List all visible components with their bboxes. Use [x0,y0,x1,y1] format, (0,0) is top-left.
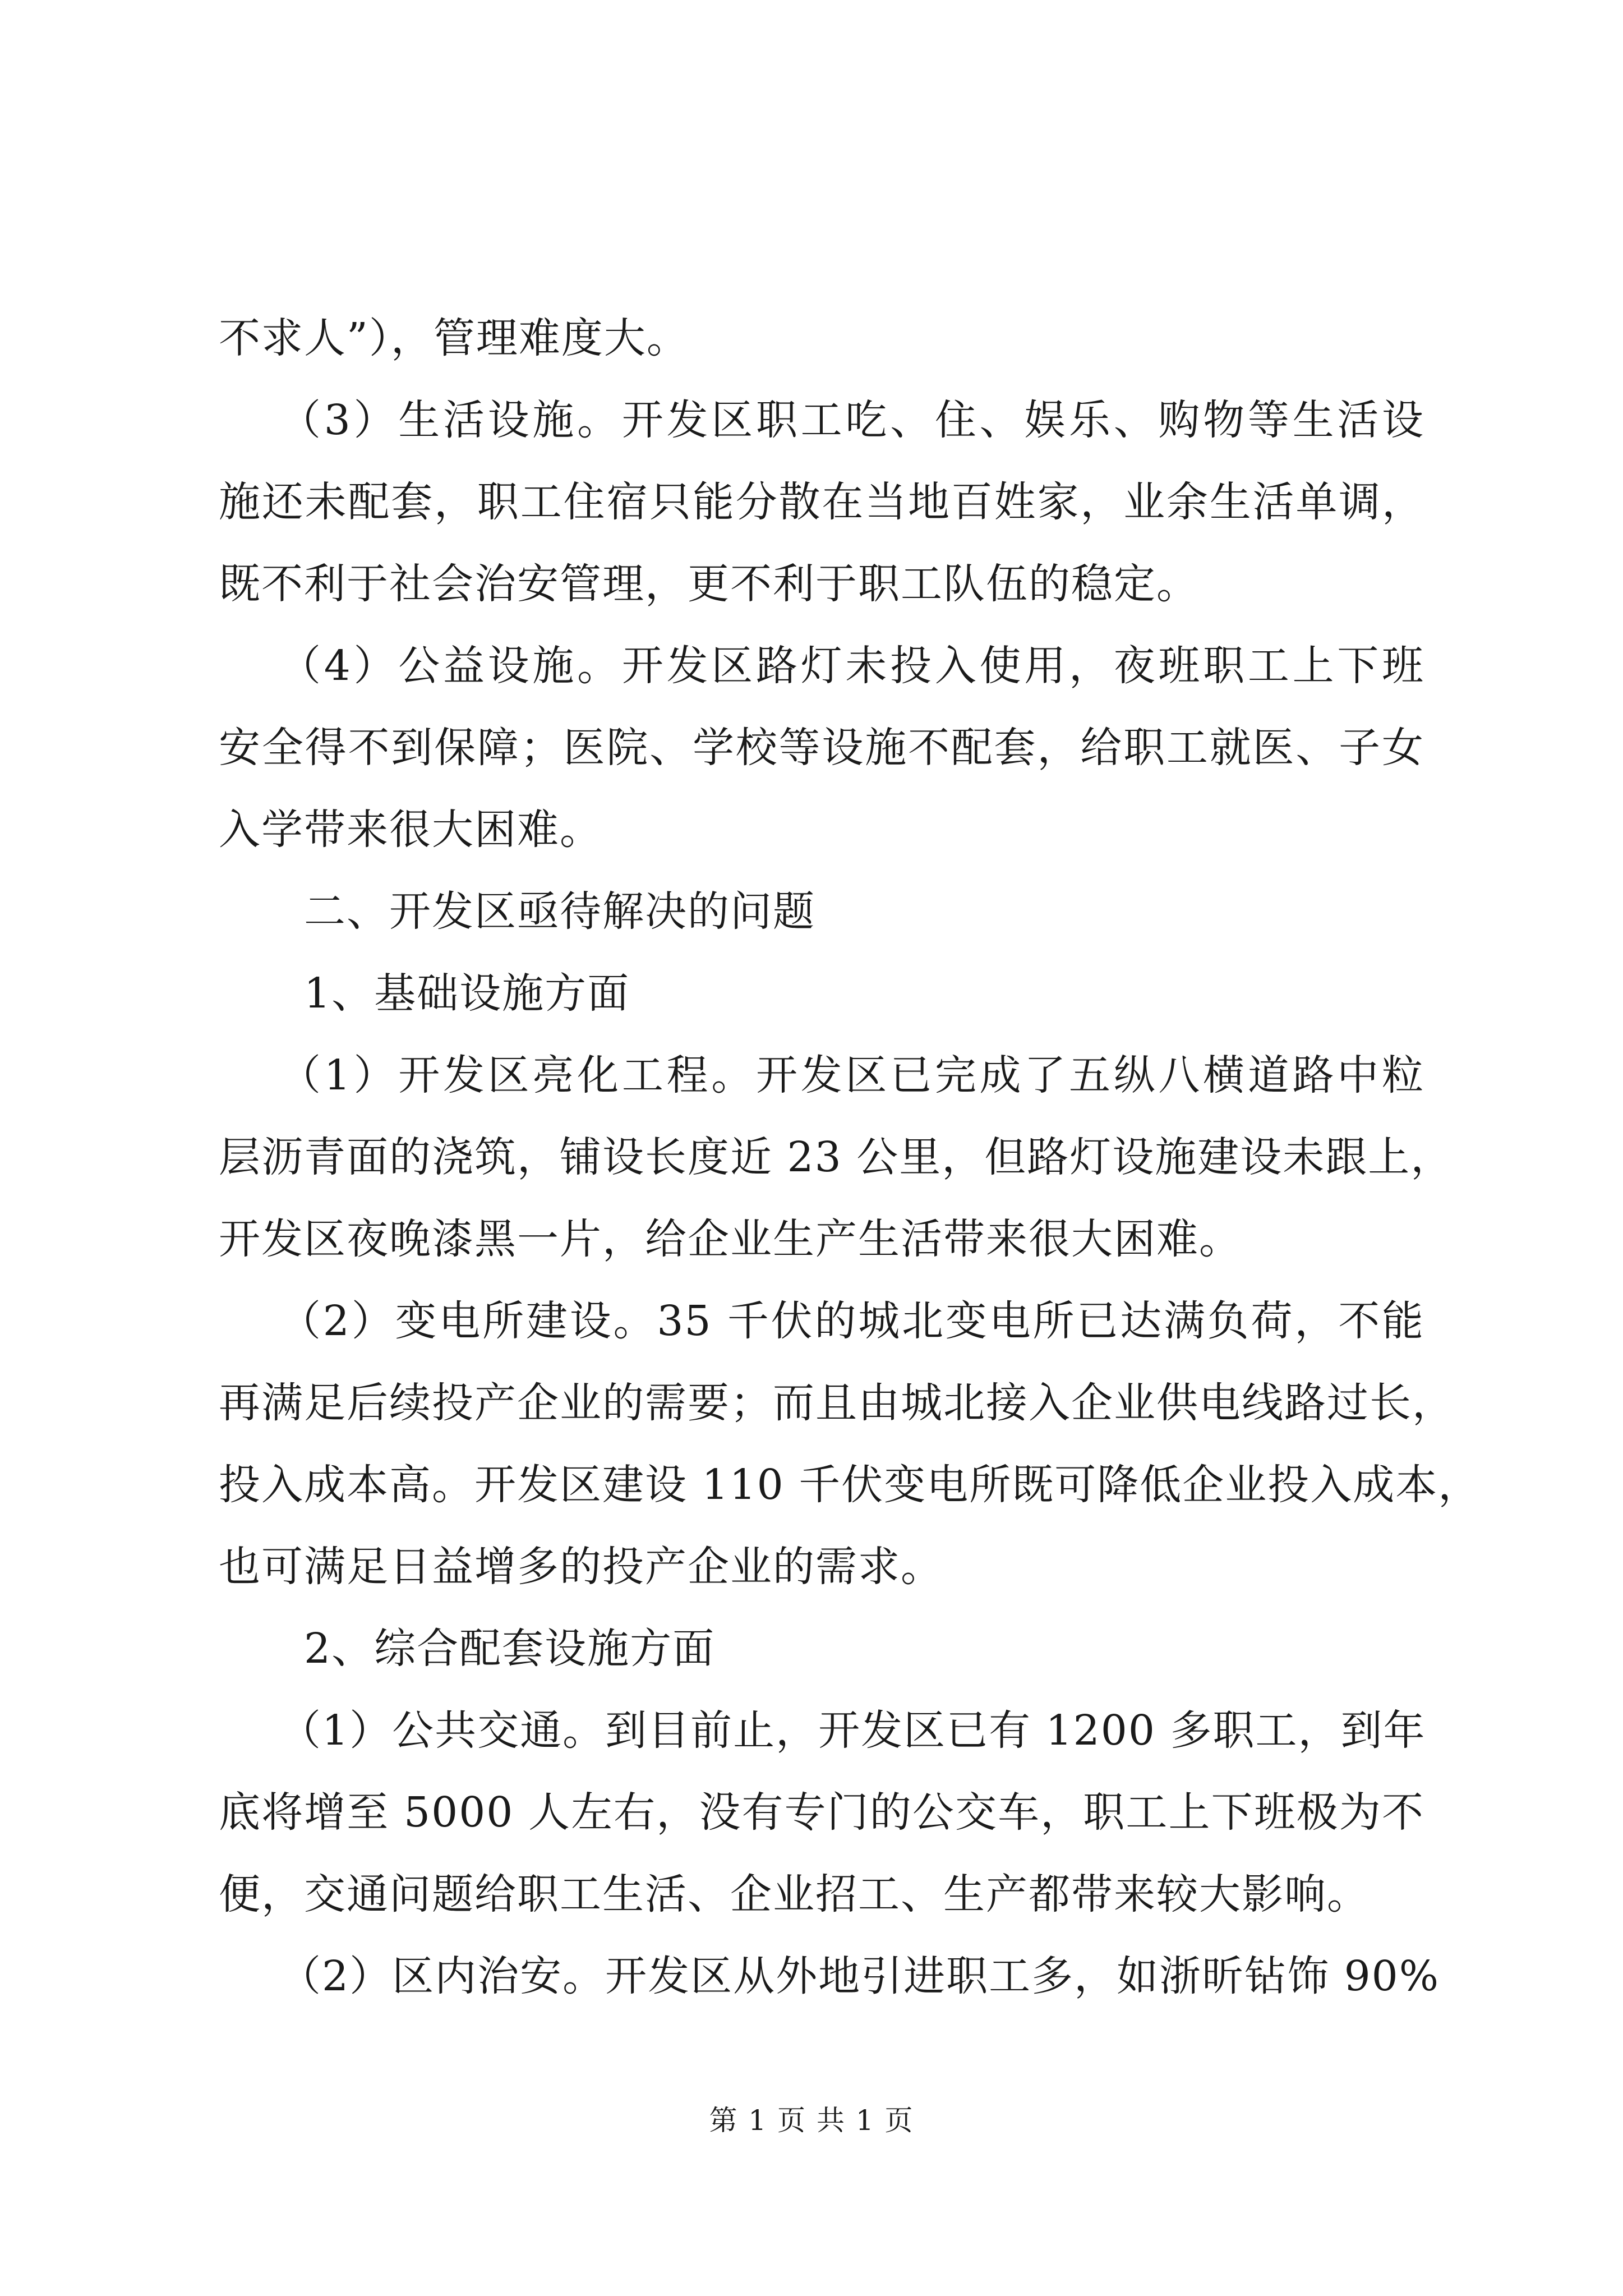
text-line: （4）公益设施。开发区路灯未投入使用，夜班职工上下班 [279,642,1424,690]
text-line: 入学带来很大困难。 [219,806,602,854]
text-line: （1）公共交通。到目前止，开发区已有 1200 多职工，到年 [279,1706,1426,1755]
text-line: 层沥青面的浇筑，铺设长度近 23 公里，但路灯设施建设未跟上， [219,1133,1454,1181]
text-line: 安全得不到保障；医院、学校等设施不配套，给职工就医、子女 [219,724,1424,772]
page-footer: 第 1 页 共 1 页 [709,2104,914,2137]
text-line: 2、综合配套设施方面 [304,1625,716,1673]
text-line: 1、基础设施方面 [304,969,630,1018]
text-line: 二、开发区亟待解决的问题 [304,887,815,936]
text-line: 也可满足日益增多的投产企业的需求。 [219,1543,943,1591]
text-line: 既不利于社会治安管理，更不利于职工队伍的稳定。 [219,560,1199,608]
text-line: 底将增至 5000 人左右，没有专门的公交车，职工上下班极为不 [219,1788,1424,1837]
text-line: （1）开发区亮化工程。开发区已完成了五纵八横道路中粒 [279,1051,1424,1099]
text-line: 不求人”），管理难度大。 [219,314,689,362]
text-line: （3）生活设施。开发区职工吃、住、娱乐、购物等生活设 [279,396,1424,444]
text-line: 施还未配套，职工住宿只能分散在当地百姓家，业余生活单调， [219,478,1424,526]
text-line: 开发区夜晚漆黑一片，给企业生产生活带来很大困难。 [219,1215,1242,1263]
text-line: 投入成本高。开发区建设 110 千伏变电所既可降低企业投入成本， [219,1461,1481,1509]
document-body [219,297,1481,2017]
text-line: （2）变电所建设。35 千伏的城北变电所已达满负荷，不能 [279,1297,1424,1345]
text-line: 再满足后续投产企业的需要；而且由城北接入企业供电线路过长， [219,1379,1455,1427]
text-line: 便，交通问题给职工生活、企业招工、生产都带来较大影响。 [219,1870,1370,1918]
text-line: （2）区内治安。开发区从外地引进职工多，如浙昕钻饰 90% [279,1952,1440,2000]
